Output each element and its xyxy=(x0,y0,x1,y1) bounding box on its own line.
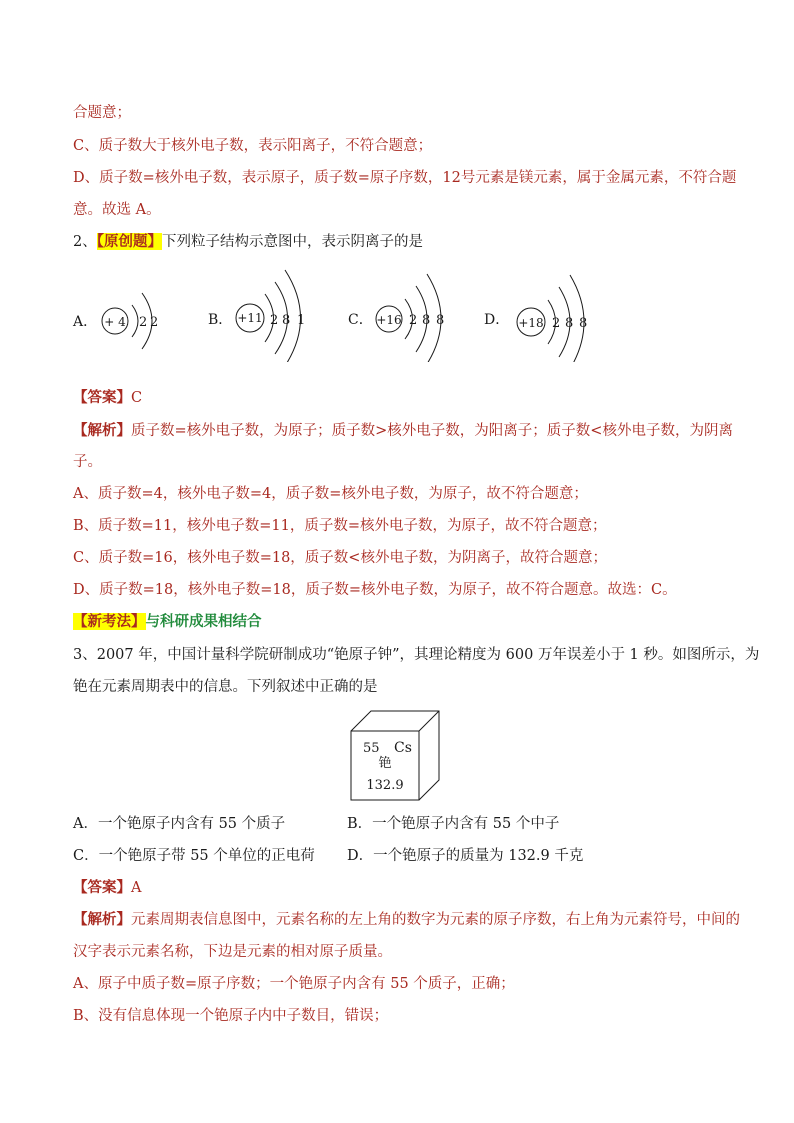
prev-line-1: 合题意； xyxy=(73,105,131,121)
q2-answer xyxy=(73,388,734,408)
q2-analysis-2: 子。 xyxy=(73,454,102,470)
q3-option-d: D．一个铯原子的质量为 132.9 千克 xyxy=(347,848,584,864)
element-symbol: Cs xyxy=(394,740,412,756)
shell-d-count-1: 2 xyxy=(552,316,561,331)
option-a-label: A． xyxy=(73,314,98,330)
q3-analysis-tag: 【解析】 xyxy=(73,911,131,928)
shell-b-count-3: 1 xyxy=(297,313,306,328)
q3-analysis-text-1: 元素周期表信息图中，元素名称的左上角的数字为元素的原子序数，右上角为元素符号，中间的 xyxy=(131,912,740,928)
shell-b-count-2: 8 xyxy=(282,313,291,328)
section-title: 与科研成果相结合 xyxy=(145,613,262,630)
option-c-label: C． xyxy=(348,312,373,328)
shell-a-count-1: 2 xyxy=(139,315,148,330)
shell-c-count-2: 8 xyxy=(422,313,431,328)
shell-a-1 xyxy=(132,305,138,337)
element-name: 铯 xyxy=(378,756,392,771)
q2-analysis-1 xyxy=(73,421,734,441)
q3-analysis-1 xyxy=(73,910,740,930)
atom-d xyxy=(517,275,587,362)
q3-option-c: C．一个铯原子带 55 个单位的正电荷 xyxy=(73,848,315,864)
q2-line-b: B、质子数=11，核外电子数=11，质子数=核外电子数，为原子，故不符合题意； xyxy=(73,518,607,534)
q2-answer-value: C xyxy=(131,390,143,406)
element-mass: 132.9 xyxy=(366,778,404,793)
q3-answer-value: A xyxy=(131,880,142,896)
shell-b-count-1: 2 xyxy=(270,313,279,328)
option-d-label: D． xyxy=(484,312,510,328)
cube-top-edge xyxy=(419,711,439,731)
q2-analysis-tag: 【解析】 xyxy=(73,422,131,439)
q2-number: 2、 xyxy=(73,234,97,250)
atom-c xyxy=(376,274,444,362)
q3-stem-1: 3、2007 年，中国计量科学院研制成功“铯原子钟”，其理论精度为 600 万年误差小于 1 秒。如图所示，为 xyxy=(73,647,760,663)
q2-stem xyxy=(73,232,734,252)
nucleus-d-charge: +18 xyxy=(518,316,544,330)
atom-diagrams xyxy=(60,262,620,362)
q2-stem-text: 下列粒子结构示意图中，表示阴离子的是 xyxy=(161,234,423,250)
q3-line-a: A、原子中质子数=原子序数；一个铯原子内含有 55 个质子，正确； xyxy=(73,976,515,992)
prev-line-4: 意。故选 A。 xyxy=(73,202,161,218)
atom-b xyxy=(236,270,305,362)
nucleus-b-charge: +11 xyxy=(237,311,263,325)
shell-d-count-2: 8 xyxy=(565,316,574,331)
q3-option-b: B．一个铯原子内含有 55 个中子 xyxy=(347,816,560,832)
section-tag: 【新考法】 xyxy=(73,613,146,630)
section-heading xyxy=(73,612,734,632)
q2-line-d: D、质子数=18，核外电子数=18，质子数=核外电子数，为原子，故不符合题意。故选：C。 xyxy=(73,582,677,598)
q2-tag: 【原创题】 xyxy=(96,233,162,250)
q3-answer xyxy=(73,878,734,898)
q3-answer-tag: 【答案】 xyxy=(73,879,131,896)
prev-line-2: C、质子数大于核外电子数，表示阳离子，不符合题意； xyxy=(73,138,433,154)
q3-line-b: B、没有信息体现一个铯原子内中子数目，错误； xyxy=(73,1008,389,1024)
option-b-label: B． xyxy=(208,312,233,328)
element-card-cs xyxy=(350,710,442,802)
q3-analysis-2: 汉字表示元素名称，下边是元素的相对原子质量。 xyxy=(73,944,392,960)
q2-line-a: A、质子数=4，核外电子数=4，质子数=核外电子数，为原子，故不符合题意； xyxy=(73,486,588,502)
q3-option-a: A．一个铯原子内含有 55 个质子 xyxy=(73,816,286,832)
q2-answer-tag: 【答案】 xyxy=(73,389,131,406)
shell-a-count-2: 2 xyxy=(150,315,159,330)
shell-d-count-3: 8 xyxy=(579,316,588,331)
element-number: 55 xyxy=(363,741,380,756)
nucleus-c-charge: +16 xyxy=(376,313,402,327)
atom-a xyxy=(102,293,158,349)
nucleus-a-charge: + 4 xyxy=(104,315,126,329)
q2-line-c: C、质子数=16，核外电子数=18，质子数<核外电子数，为阴离子，故符合题意； xyxy=(73,550,607,566)
prev-line-3: D、质子数=核外电子数，表示原子，质子数=原子序数，12号元素是镁元素，属于金属元素，不符合题 xyxy=(73,170,737,186)
shell-c-count-1: 2 xyxy=(409,313,418,328)
q2-analysis-text-1: 质子数=核外电子数，为原子；质子数>核外电子数，为阳离子；质子数<核外电子数，为阴离 xyxy=(131,423,733,439)
q3-stem-2: 铯在元素周期表中的信息。下列叙述中正确的是 xyxy=(73,679,378,695)
shell-c-count-3: 8 xyxy=(436,313,445,328)
